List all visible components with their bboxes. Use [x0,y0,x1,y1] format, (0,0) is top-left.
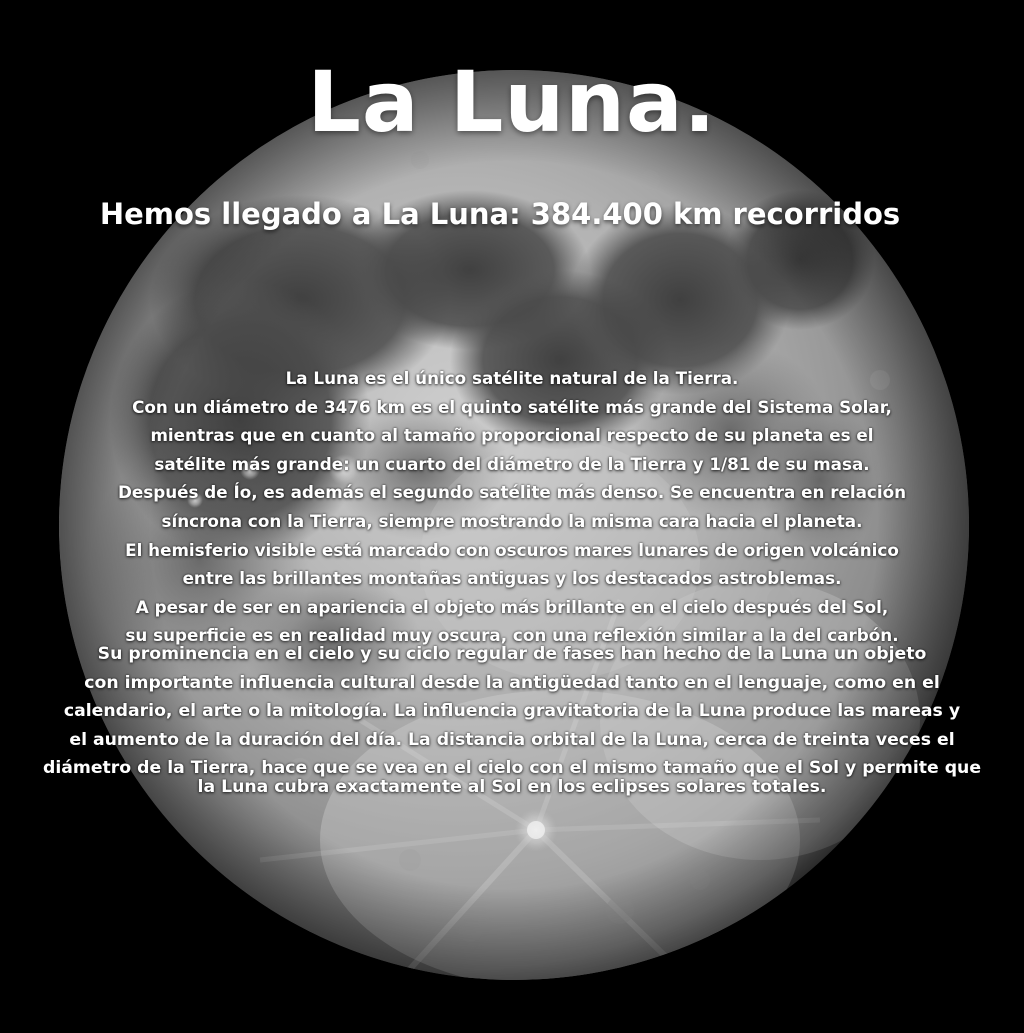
paragraph-2-line: diámetro de la Tierra, hace que se vea en el cielo con el mismo tamaño que el Sol y permite que [42,758,982,779]
paragraph-1-line: síncrona con la Tierra, siempre mostrando la misma cara hacia el planeta. [161,510,863,531]
description-paragraph-2 [0,640,1024,802]
paragraph-2-line: con importante influencia cultural desde la antigüedad tanto en el lenguaje, como en el [84,672,940,693]
page-subtitle: Hemos llegado a La Luna: 384.400 km recorridos [99,197,901,231]
paragraph-1-line: La Luna es el único satélite natural de la Tierra. [285,368,739,388]
paragraph-1-line: Con un diámetro de 3476 km es el quinto satélite más grande del Sistema Solar, [132,396,892,417]
paragraph-1-line: Después de Ío, es además el segundo satélite más denso. Se encuentra en relación [117,482,907,503]
page-title: La Luna. [307,53,717,151]
paragraph-1-line: mientras que en cuanto al tamaño proporcional respecto de su planeta es el [150,425,874,446]
paragraph-1-line: satélite más grande: un cuarto del diámetro de la Tierra y 1/81 de su masa. [154,453,870,474]
description-paragraph-1 [0,364,1024,650]
paragraph-2-line: el aumento de la duración del día. La distancia orbital de la Luna, cerca de treinta veces el [69,729,955,750]
paragraph-1-line: entre las brillantes montañas antiguas y los destacados astroblemas. [182,568,842,589]
paragraph-1-line: su superficie es en realidad muy oscura, con una reflexión similar a la del carbón. [125,625,899,646]
paragraph-1-line: A pesar de ser en apariencia el objeto más brillante en el cielo después del Sol, [135,596,889,617]
paragraph-2-line: la Luna cubra exactamente al Sol en los eclipses solares totales. [197,776,827,797]
paragraph-1-line: El hemisferio visible está marcado con oscuros mares lunares de origen volcánico [125,539,899,560]
paragraph-2-line: calendario, el arte o la mitología. La influencia gravitatoria de la Luna produce las mareas y [63,701,961,722]
paragraph-2-line: Su prominencia en el cielo y su ciclo regular de fases han hecho de la Luna un objeto [97,644,927,664]
